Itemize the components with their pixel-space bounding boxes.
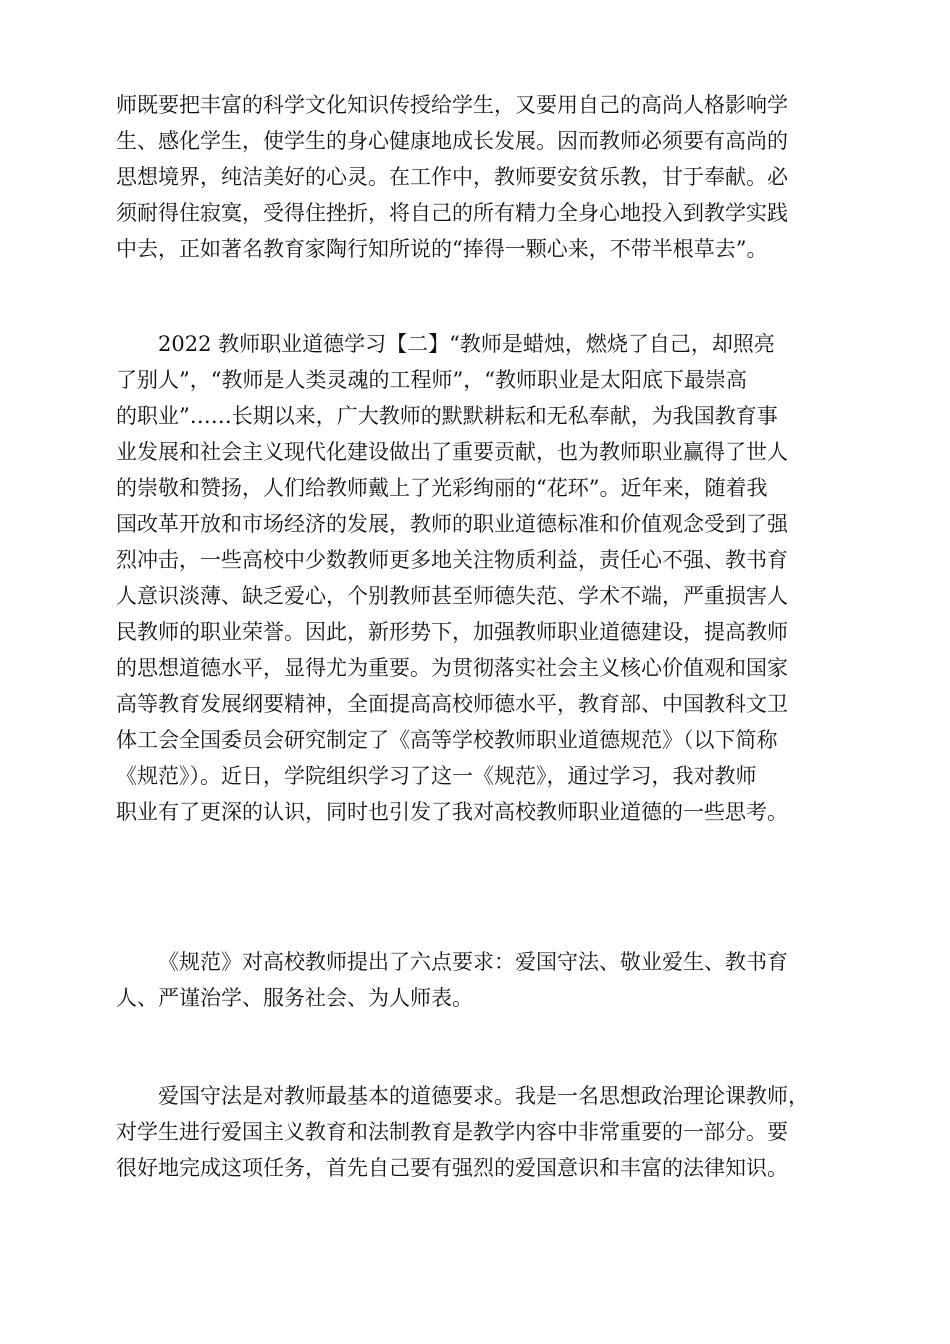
text-line: 人意识淡薄、缺乏爱心，个别教师甚至师德失范、学术不端，严重损害人 <box>116 584 788 608</box>
text-line: 人、严谨治学、服务社会、为人师表。 <box>116 986 473 1010</box>
text-line: 2022 教师职业道德学习【二】“教师是蜡烛，燃烧了自己，却照亮 <box>158 332 775 356</box>
text-line: 国改革开放和市场经济的发展，教师的职业道德标准和价值观念受到了强 <box>116 512 788 536</box>
text-line: 《规范》对高校教师提出了六点要求：爱国守法、敬业爱生、教书育 <box>158 950 788 974</box>
paragraph-4 <box>116 1078 838 1186</box>
paragraph-3 <box>116 944 838 1016</box>
paragraph-2 <box>116 326 838 830</box>
text-line: 了别人”，“教师是人类灵魂的工程师”，“教师职业是太阳底下最崇高 <box>116 368 747 392</box>
text-line: 职业有了更深的认识，同时也引发了我对高校教师职业道德的一些思考。 <box>116 800 788 824</box>
text-line: 体工会全国委员会研究制定了《高等学校教师职业道德规范》（以下简称 <box>116 728 778 752</box>
text-line: 须耐得住寂寞，受得住挫折，将自己的所有精力全身心地投入到教学实践 <box>116 201 788 225</box>
text-line: 对学生进行爱国主义教育和法制教育是教学内容中非常重要的一部分。要 <box>116 1120 788 1144</box>
text-line: 师既要把丰富的科学文化知识传授给学生，又要用自己的高尚人格影响学 <box>116 93 788 117</box>
text-line: 生、感化学生，使学生的身心健康地成长发展。因而教师必须要有高尚的 <box>116 129 788 153</box>
text-line: 高等教育发展纲要精神，全面提高高校师德水平，教育部、中国教科文卫 <box>116 692 788 716</box>
text-line: 中去，正如著名教育家陶行知所说的“捧得一颗心来，不带半根草去”。 <box>116 237 768 261</box>
text-line: 业发展和社会主义现代化建设做出了重要贡献，也为教师职业赢得了世人 <box>116 440 788 464</box>
text-line: 的职业”……长期以来，广大教师的默默耕耘和无私奉献，为我国教育事 <box>116 404 778 428</box>
text-line: 爱国守法是对教师最基本的道德要求。我是一名思想政治理论课教师， <box>158 1084 809 1108</box>
text-line: 《规范》）。近日，学院组织学习了这一《规范》，通过学习，我对教师 <box>116 764 757 788</box>
text-line: 的崇敬和赞扬，人们给教师戴上了光彩绚丽的“花环”。近年来，随着我 <box>116 476 768 500</box>
text-line: 思想境界，纯洁美好的心灵。在工作中，教师要安贫乐教，甘于奉献。必 <box>116 165 788 189</box>
text-line: 的思想道德水平，显得尤为重要。为贯彻落实社会主义核心价值观和国家 <box>116 656 788 680</box>
text-line: 烈冲击，一些高校中少数教师更多地关注物质利益，责任心不强、教书育 <box>116 548 788 572</box>
paragraph-1 <box>116 87 838 267</box>
text-line: 很好地完成这项任务，首先自己要有强烈的爱国意识和丰富的法律知识。 <box>116 1156 788 1180</box>
text-line: 民教师的职业荣誉。因此，新形势下，加强教师职业道德建设，提高教师 <box>116 620 788 644</box>
